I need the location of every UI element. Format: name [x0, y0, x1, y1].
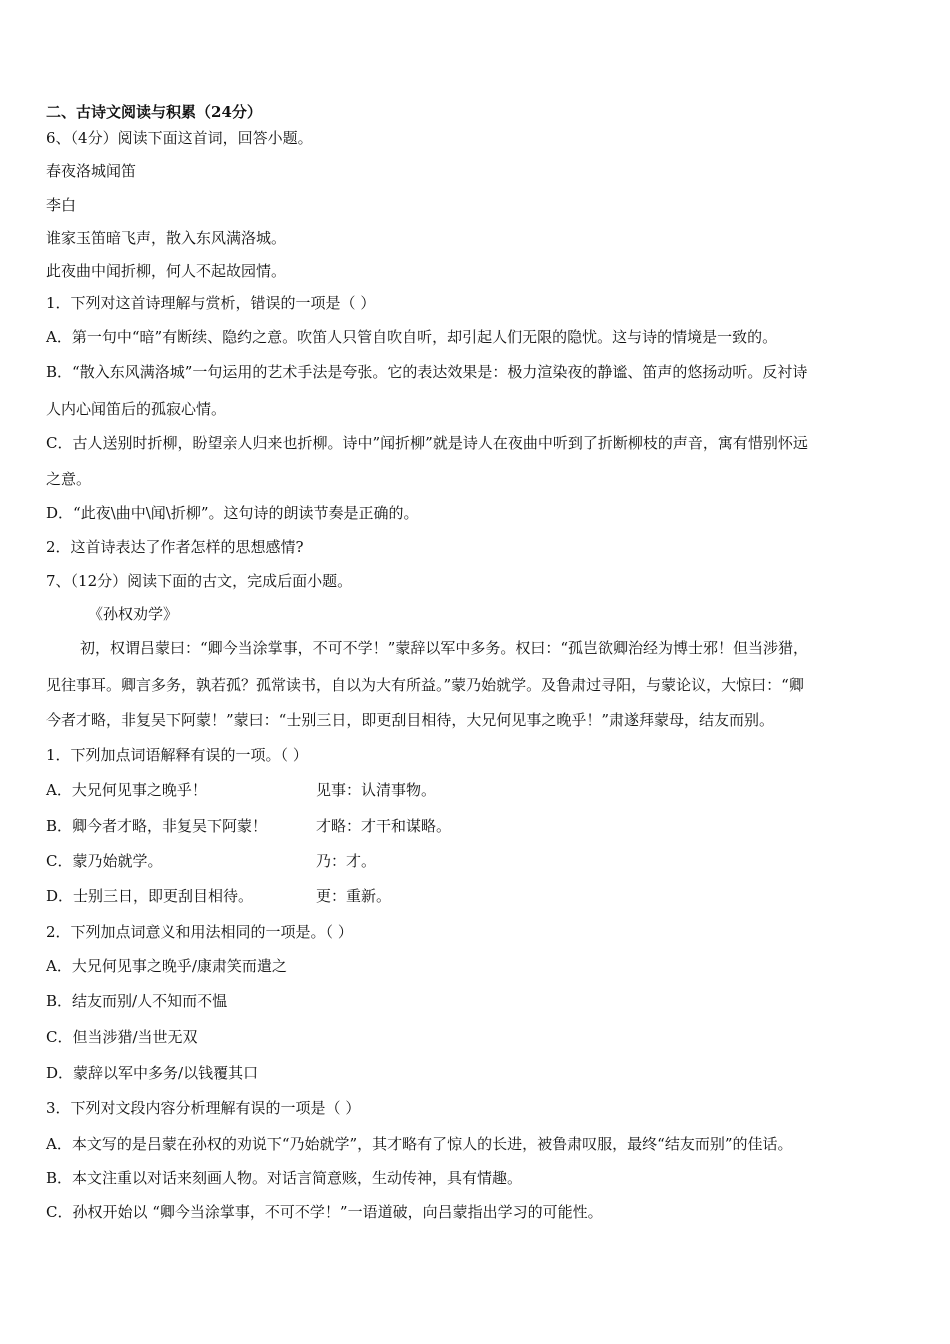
option-text: A．大兄何见事之晚乎！ [46, 781, 207, 799]
passage-line-2: 见往事耳。卿言多务，孰若孤？孤常读书，自以为大有所益。”蒙乃始就学。及鲁肃过寻阳，与蒙论议，大惊曰：“卿 [46, 676, 804, 694]
q6-intro: 6、（4分）阅读下面这首词，回答小题。 [46, 129, 313, 147]
q6-sub1-option-c-line1: C．古人送别时折柳，盼望亲人归来也折柳。诗中”闻折柳”就是诗人在夜曲中听到了折断柳枝的声音，寓有惜别怀远 [46, 434, 808, 452]
q7-sub1-question: 1．下列加点词语解释有误的一项。（ ） [46, 746, 308, 764]
option-label: D． [46, 1064, 74, 1082]
q7-sub2-option-c: C．但当涉猎/当世无双 [46, 1028, 198, 1046]
poem-line-2: 此夜曲中闻折柳，何人不起故园情。 [46, 262, 287, 280]
q6-sub1-option-a: A．第一句中“暗”有断续、隐约之意。吹笛人只管自吹自听，却引起人们无限的隐忧。这与诗的情境是一致的。 [46, 328, 778, 346]
q7-sub1-option-a [46, 780, 436, 800]
option-meaning: 乃：才。 [316, 852, 377, 870]
passage-line-3: 今者才略，非复吴下阿蒙！”蒙曰：“士别三日，即更刮目相待，大兄何见事之晚乎！”肃遂拜蒙母，结友而别。 [46, 711, 775, 729]
q6-sub1-option-b-line2: 人内心闻笛后的孤寂心情。 [46, 400, 227, 418]
q7-sub2-question: 2．下列加点词意义和用法相同的一项是。（ ） [46, 923, 353, 941]
poem-line-1: 谁家玉笛暗飞声，散入东风满洛城。 [46, 229, 287, 247]
q6-sub1-question: 1．下列对这首诗理解与赏析，错误的一项是（ ） [46, 294, 376, 312]
q7-sub2-option-d [46, 1063, 258, 1083]
q6-sub1-option-b-line1: B．“散入东风满洛城”一句运用的艺术手法是夸张。它的表达效果是：极力渲染夜的静谧、笛声的悠扬动听。反衬诗 [46, 363, 808, 381]
q7-sub1-option-b [46, 816, 451, 836]
option-text: B．卿今者才略，非复吴下阿蒙！ [46, 817, 268, 835]
poem-title: 春夜洛城闻笛 [46, 162, 137, 180]
option-text: 蒙辞以军中多务/以钱覆其口 [73, 1064, 259, 1082]
option-text: C．蒙乃始就学。 [46, 852, 163, 870]
q7-sub1-option-d [46, 886, 391, 906]
q7-sub3-option-b: B．本文注重以对话来刻画人物。对话言简意赅，生动传神，具有情趣。 [46, 1169, 523, 1187]
poem-author: 李白 [46, 196, 77, 214]
passage-title: 《孙权劝学》 [88, 605, 179, 623]
option-meaning: 更：重新。 [316, 887, 392, 905]
q6-sub1-option-d: D．“此夜\曲中\闻\折柳”。这句诗的朗读节奏是正确的。 [46, 504, 419, 522]
q7-intro: 7、（12分）阅读下面的古文，完成后面小题。 [46, 572, 353, 590]
q7-sub3-option-c: C．孙权开始以 “卿今当涂掌事，不可不学！”一语道破，向吕蒙指出学习的可能性。 [46, 1203, 603, 1221]
option-text: D．士别三日，即更刮目相待。 [46, 887, 254, 905]
passage-line-1: 初，权谓吕蒙曰：“卿今当涂掌事，不可不学！”蒙辞以军中多务。权曰：“孤岂欲卿治经为博士邪！但当涉猎， [80, 639, 809, 657]
option-meaning: 才略：才干和谋略。 [316, 817, 452, 835]
q6-sub1-option-c-line2: 之意。 [46, 470, 92, 488]
option-meaning: 见事：认清事物。 [316, 781, 437, 799]
q7-sub2-option-a: A．大兄何见事之晚乎/康肃笑而遣之 [46, 957, 287, 975]
q7-sub2-option-b: B．结友而别/人不知而不愠 [46, 992, 228, 1010]
q7-sub1-option-c [46, 851, 376, 871]
q7-sub3-option-a: A．本文写的是吕蒙在孙权的劝说下“乃始就学”，其才略有了惊人的长进，被鲁肃叹服，最终“结友而别”的佳话。 [46, 1135, 793, 1153]
q6-sub2-question: 2．这首诗表达了作者怎样的思想感情? [46, 538, 304, 556]
section-title: 二、古诗文阅读与积累（24分） [46, 103, 262, 121]
q7-sub3-question: 3．下列对文段内容分析理解有误的一项是（ ） [46, 1099, 361, 1117]
